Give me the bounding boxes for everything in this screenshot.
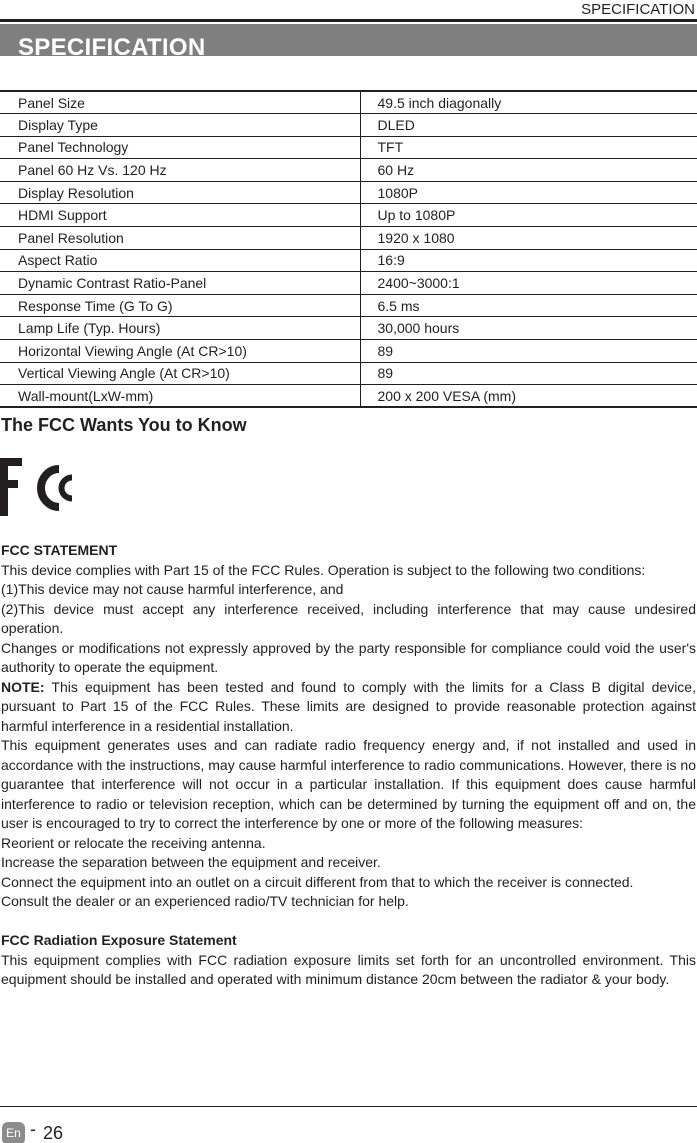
language-badge: En [2, 1122, 25, 1143]
spec-value: 6.5 ms [360, 294, 697, 317]
fcc-interference-paragraph: This equipment generates uses and can radiate radio frequency energy and, if not installed and used in accordance with the instructions, may cause harmful interference to radio communications. However, there is no guarantee that interference will not occur in a particular installation. If this equipment does cause harmful interference to radio or television reception, which can be determined by turning the equipment off and on, the user is encouraged to try to correct the interference by one or more of the following measures: [1, 737, 696, 831]
fcc-note-paragraph [1, 678, 696, 737]
fcc-note-text: This equipment has been tested and found to comply with the limits for a Class B digital device, pursuant to Part 15 of the FCC Rules. These limits are designed to provide reasonable protection against harmful interference in a residential installation. [1, 678, 696, 734]
fcc-statement-body [1, 541, 696, 990]
spec-label: Panel Resolution [0, 227, 360, 250]
spec-table-row [0, 159, 697, 182]
fcc-note-label: NOTE: [1, 678, 45, 695]
spec-table-row [0, 249, 697, 272]
spec-table-row [0, 340, 697, 363]
footer-rule [0, 1106, 697, 1107]
paragraph-spacer [1, 912, 696, 932]
fcc-condition-2: (2)This device must accept any interference received, including interference that may cause undesired operation. [1, 600, 696, 636]
fcc-statement-intro: This device complies with Part 15 of the FCC Rules. Operation is subject to the following two conditions: [1, 561, 646, 578]
spec-table-row [0, 385, 697, 408]
fcc-logo-icon [0, 458, 84, 518]
spec-value: 60 Hz [360, 159, 697, 182]
fcc-radiation-text: This equipment complies with FCC radiation exposure limits set forth for an uncontrolled environment. This equipment should be installed and operated with minimum distance 20cm between the radiator & your body. [1, 951, 696, 987]
spec-label: Lamp Life (Typ. Hours) [0, 317, 360, 340]
header-rule [0, 19, 697, 22]
spec-table-row [0, 362, 697, 385]
page-number: 26 [43, 1123, 64, 1143]
spec-table-row [0, 317, 697, 340]
fcc-measure-consult: Consult the dealer or an experienced radio/TV technician for help. [1, 893, 409, 909]
spec-table [0, 90, 697, 408]
spec-label: Dynamic Contrast Ratio-Panel [0, 272, 360, 295]
spec-label: Aspect Ratio [0, 249, 360, 272]
fcc-section-title: The FCC Wants You to Know [1, 415, 247, 435]
fcc-radiation-heading: FCC Radiation Exposure Statement [1, 932, 237, 948]
spec-value: 16:9 [360, 249, 697, 272]
spec-label: Horizontal Viewing Angle (At CR>10) [0, 340, 360, 363]
fcc-measure-separation: Increase the separation between the equipment and receiver. [1, 854, 381, 870]
fcc-measure-outlet: Connect the equipment into an outlet on a circuit different from that to which the receiver is connected. [1, 873, 634, 890]
spec-value: 89 [360, 362, 697, 385]
spec-table-row [0, 91, 697, 114]
spec-value: Up to 1080P [360, 204, 697, 227]
spec-table-body [0, 91, 697, 407]
spec-label: Panel Size [0, 91, 360, 114]
spec-value: 200 x 200 VESA (mm) [360, 385, 697, 408]
spec-value: DLED [360, 114, 697, 137]
spec-value: 1080P [360, 181, 697, 204]
section-banner [0, 24, 697, 56]
spec-table-row [0, 227, 697, 250]
banner-title: SPECIFICATION [18, 34, 206, 56]
footer-separator: - [30, 1119, 36, 1139]
spec-label: Response Time (G To G) [0, 294, 360, 317]
spec-value: 49.5 inch diagonally [360, 91, 697, 114]
spec-table-row [0, 114, 697, 137]
spec-table-row [0, 272, 697, 295]
fcc-statement-heading: FCC STATEMENT [1, 542, 118, 558]
spec-label: Vertical Viewing Angle (At CR>10) [0, 362, 360, 385]
spec-label: Display Type [0, 114, 360, 137]
spec-table-row [0, 294, 697, 317]
spec-label: HDMI Support [0, 204, 360, 227]
spec-label: Panel 60 Hz Vs. 120 Hz [0, 159, 360, 182]
page-header [0, 0, 697, 22]
spec-table-row [0, 204, 697, 227]
header-section-label: SPECIFICATION [581, 1, 695, 18]
spec-value: 30,000 hours [360, 317, 697, 340]
spec-value: 1920 x 1080 [360, 227, 697, 250]
spec-label: Wall-mount(LxW-mm) [0, 385, 360, 408]
page-footer [0, 1106, 697, 1143]
spec-value: TFT [360, 136, 697, 159]
fcc-condition-1: (1)This device may not cause harmful interference, and [1, 581, 344, 597]
spec-value: 89 [360, 340, 697, 363]
spec-table-row [0, 181, 697, 204]
fcc-measure-reorient: Reorient or relocate the receiving antenna. [1, 834, 266, 851]
fcc-changes-warning: Changes or modifications not expressly approved by the party responsible for compliance could void the user's authority to operate the equipment. [1, 639, 696, 675]
spec-label: Display Resolution [0, 181, 360, 204]
spec-table-row [0, 136, 697, 159]
spec-label: Panel Technology [0, 136, 360, 159]
spec-value: 2400~3000:1 [360, 272, 697, 295]
